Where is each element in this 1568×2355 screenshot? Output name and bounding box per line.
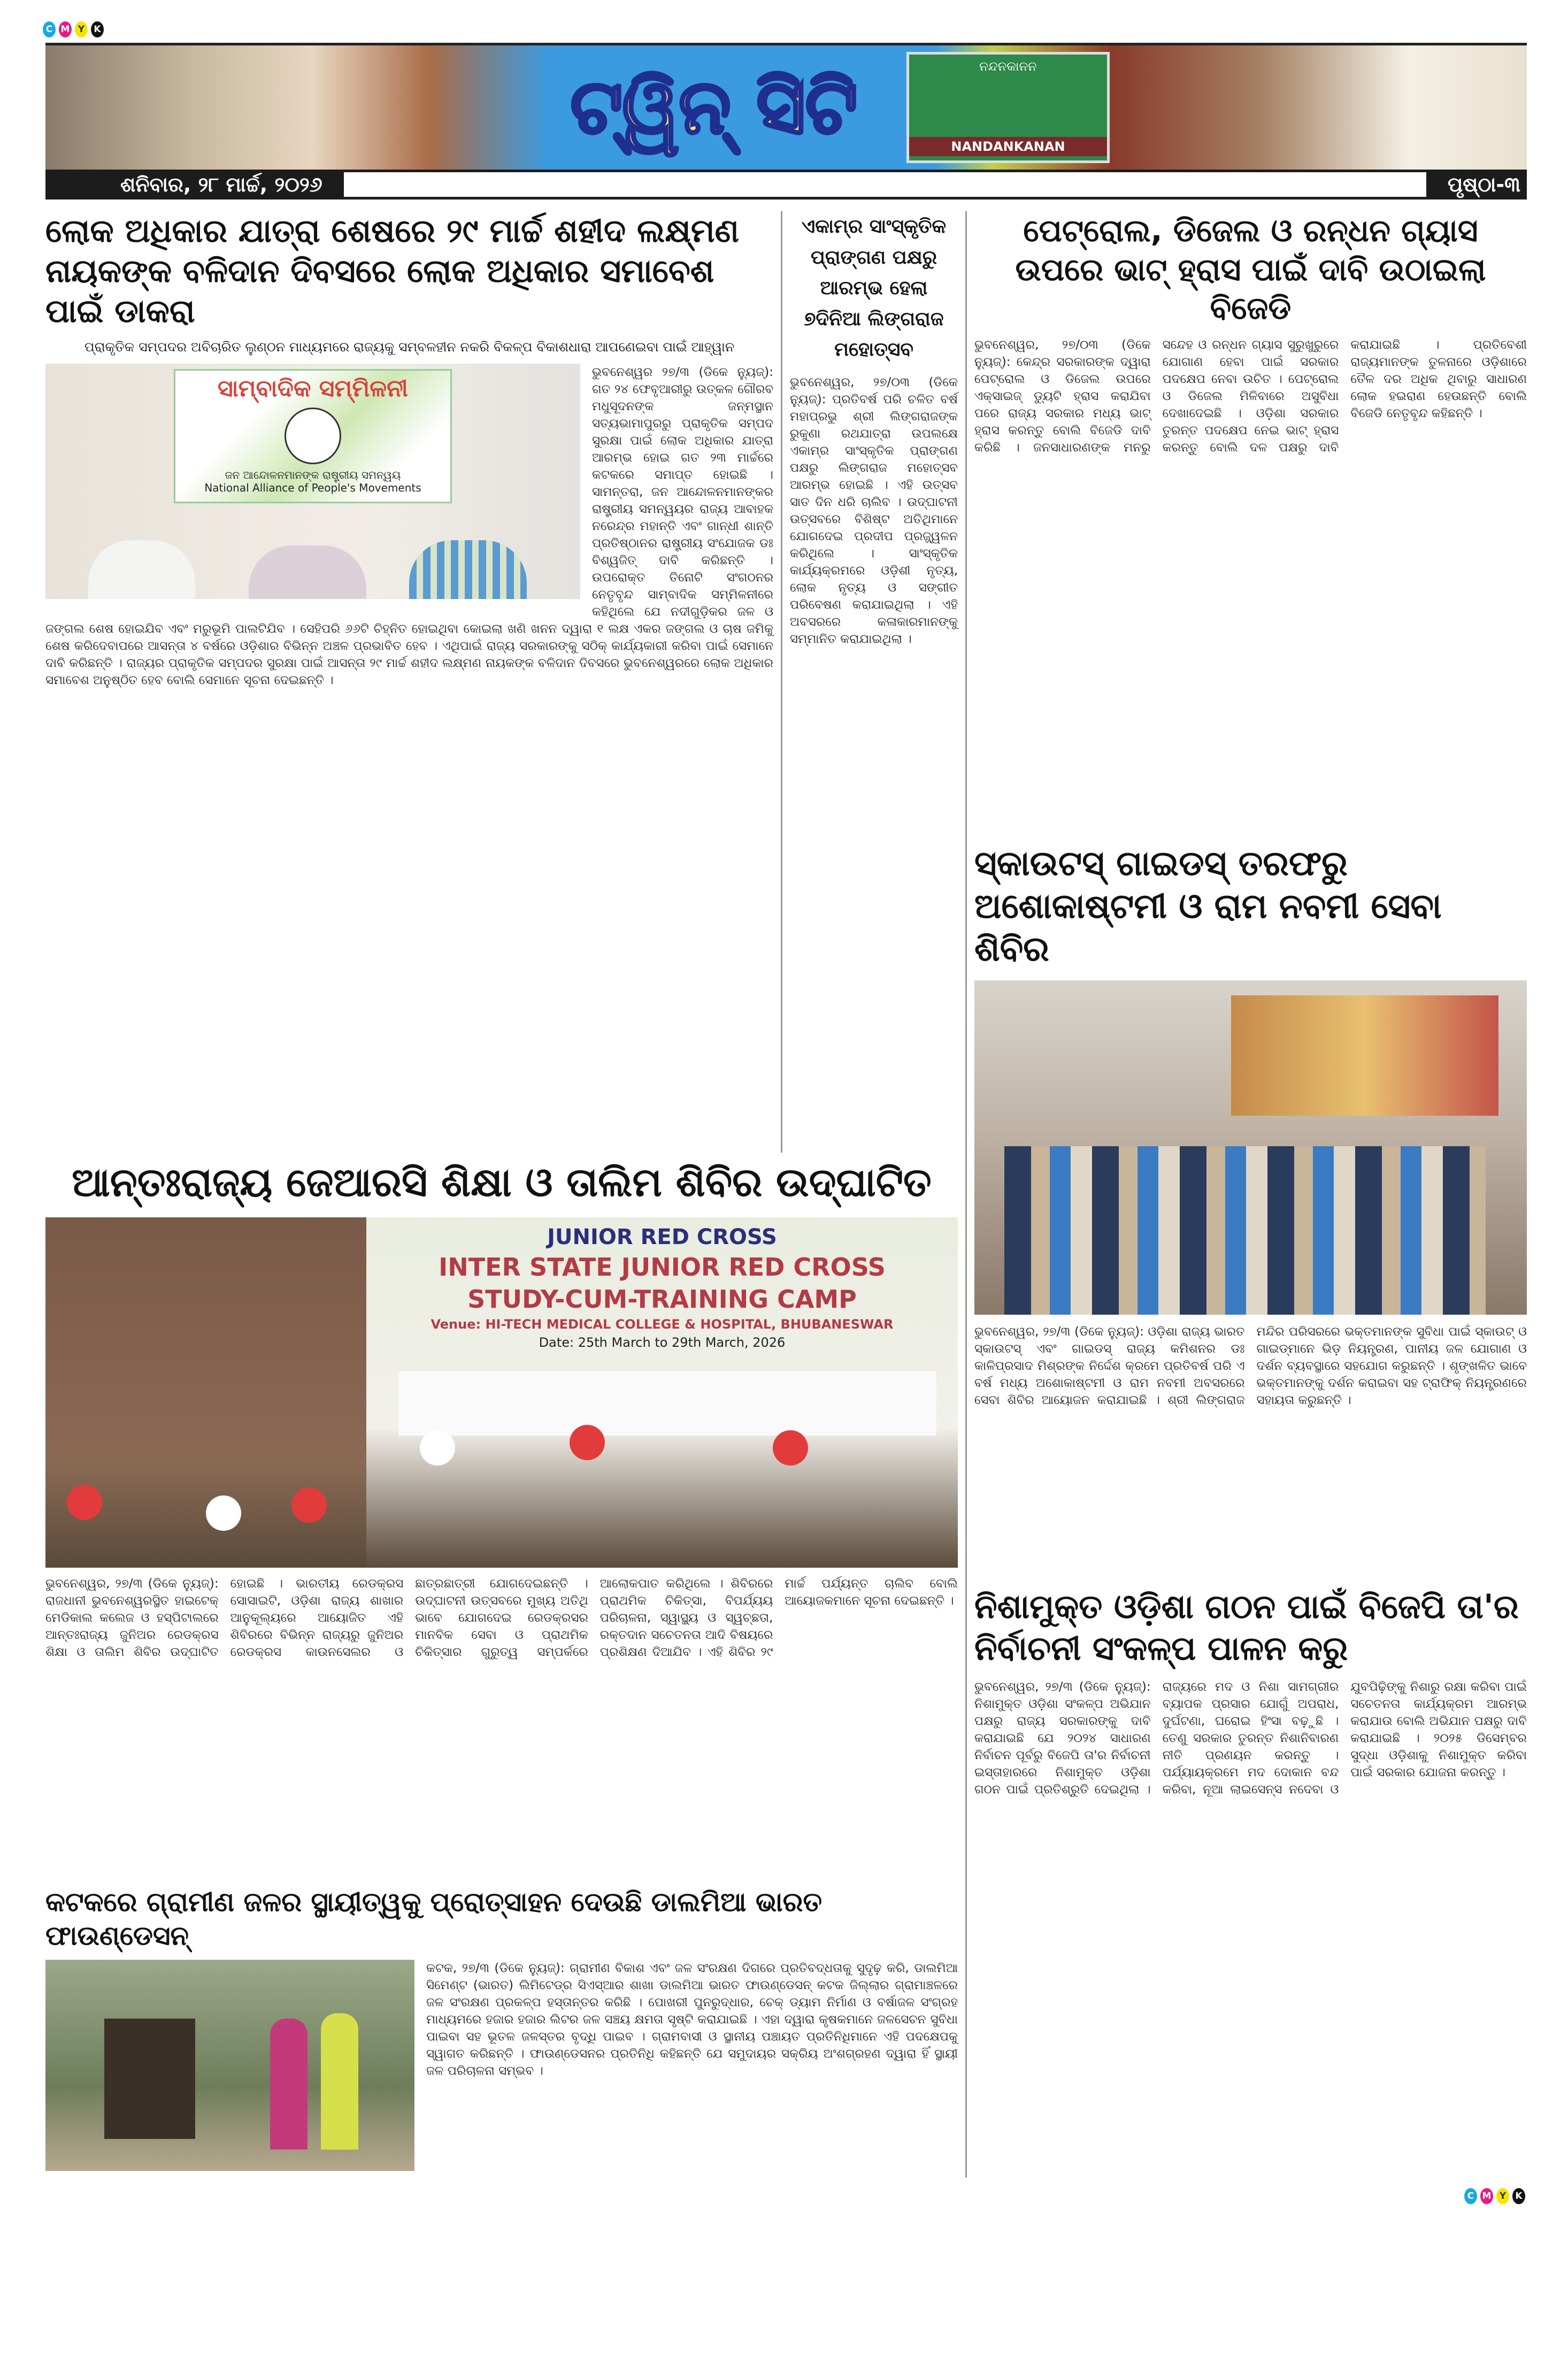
jrc-banner-venue: Venue: HI-TECH MEDICAL COLLEGE & HOSPITAL, BHUBANESWAR [431, 1316, 894, 1332]
cyan-mark: C [1464, 2188, 1477, 2204]
issue-date: ଶନିବାର, ୨୮ ମାର୍ଚ୍ଚ, ୨୦୨୬ [120, 172, 322, 196]
scouts-body: ଭୁବନେଶ୍ୱର, ୨୭/୩ (ଡିକେ ନ୍ୟୁଜ୍): ଓଡ଼ିଶା ରାଜ୍ୟ ଭାରତ ସ୍କାଉଟସ୍ ଏବଂ ଗାଇଡସ୍ ରାଜ୍ୟ କମିଶନର ଡଃ କାଳିପ୍ରସାଦ ମିଶ୍ରଙ୍କ ନିର୍ଦ୍ଦେଶ କ୍ରମେ ପ୍ରତିବର୍ଷ ପରି ଏ ବର୍ଷ ମଧ୍ୟ ଅଶୋକାଷ୍ଟମୀ ଓ ରାମ ନବମୀ ଅବସରରେ ସେବା ଶିବିର ଆୟୋଜନ କରାଯାଇଛି । ଶ୍ରୀ ଲିଙ୍ଗରାଜ ମନ୍ଦିର ପରିସରରେ ଭକ୍ତମାନଙ୍କ ସୁବିଧା ପାଇଁ ସ୍କାଉଟ୍ ଓ ଗାଇଡ୍‌ମାନେ ଭିଡ଼ ନିୟନ୍ତ୍ରଣ, ପାନୀୟ ଜଳ ଯୋଗାଣ ଓ ଦର୍ଶନ ବ୍ୟବସ୍ଥାରେ ସହଯୋଗ କରୁଛନ୍ତି । ଶୃଙ୍ଖଳିତ ଭାବେ ଭକ୍ତମାନଙ୍କୁ ଦର୍ଶନ କରାଇବା ସହ ଟ୍ରାଫିକ୍ ନିୟନ୍ତ୍ରଣରେ ସହାୟତା କରୁଛନ୍ତି । [974, 1325, 1527, 1407]
jrc-banner-line1: INTER STATE JUNIOR RED CROSS [439, 1252, 886, 1282]
lingaraj-headline: ଏକାମ୍ର ସାଂସ୍କୃତିକ ପ୍ରାଙ୍ଗଣ ପକ୍ଷରୁ ଆରମ୍ଭ ହେଲା ୭ଦିନିଆ ଲିଙ୍ଗରାଜ ମହୋତ୍ସବ [801, 216, 947, 361]
jrc-camp-story [45, 1158, 958, 1885]
dalmia-body: କଟକ, ୨୭/୩ (ଡିକେ ନ୍ୟୁଜ୍): ଗ୍ରାମୀଣ ବିକାଶ ଏବଂ ଜଳ ସଂରକ୍ଷଣ ଦିଗରେ ପ୍ରତିବଦ୍ଧତାକୁ ସୁଦୃଢ଼ କରି, ଡାଲମିଆ ସିମେଣ୍ଟ (ଭାରତ) ଲିମିଟେଡ୍‌ର ସିଏସ୍‌ଆର ଶାଖା ଡାଲମିଆ ଭାରତ ଫାଉଣ୍ଡେସନ୍ କଟକ ଜିଲ୍ଲାର ଗ୍ରାମାଞ୍ଚଳରେ ଜଳ ସଂରକ୍ଷଣ ପ୍ରକଳ୍ପ ହସ୍ତାନ୍ତର କରିଛି । ପୋଖରୀ ପୁନରୁଦ୍ଧାର, ଚେକ୍ ଡ୍ୟାମ ନିର୍ମାଣ ଓ ବର୍ଷାଜଳ ସଂଗ୍ରହ ମାଧ୍ୟମରେ ହଜାର ହଜାର ଲିଟର ଜଳ ସଞ୍ଚୟ କ୍ଷମତା ସୃଷ୍ଟି କରାଯାଇଛି । ଏହା ଦ୍ୱାରା କୃଷକମାନେ ଜଳସେଚନ ସୁବିଧା ପାଇବା ସହ ଭୂତଳ ଜଳସ୍ତର ବୃଦ୍ଧି ପାଇବ । ଗ୍ରାମବାସୀ ଓ ସ୍ଥାନୀୟ ପଞ୍ଚାୟତ ପ୍ରତିନିଧିମାନେ ଏହି ପଦକ୍ଷେପକୁ ସ୍ୱାଗତ କରିଛନ୍ତି । ଫାଉଣ୍ଡେସନର ପ୍ରତିନିଧି କହିଛନ୍ତି ଯେ ସମୁଦାୟର ସକ୍ରିୟ ଅଂଶଗ୍ରହଣ ଦ୍ୱାରା ହିଁ ସ୍ଥାୟୀ ଜଳ ପରିଚାଳନା ସମ୍ଭବ । [426, 1961, 958, 2078]
lok-adhikar-story [45, 211, 781, 1153]
person-left [88, 540, 195, 599]
crowd-of-devotees [1004, 1146, 1486, 1315]
newspaper-title: ଟ୍ୱିନ୍ ସିଟି [570, 64, 858, 151]
nandankanan-gate-image [906, 52, 1110, 163]
top-stories-row [45, 211, 958, 1153]
right-column [965, 211, 1527, 2177]
bjp-nisha-headline: ନିଶାମୁକ୍ତ ଓଡ଼ିଶା ଗଠନ ପାଇଁ ବିଜେପି ତା'ର ନିର୍ବାଚନୀ ସଂକଳ୍ପ ପାଳନ କରୁ [974, 1587, 1519, 1668]
lingaraj-body: ଭୁବନେଶ୍ୱର, ୨୭/୦୩ (ଡିକେ ନ୍ୟୁଜ୍): ପ୍ରତିବର୍ଷ ପରି ଚଳିତ ବର୍ଷ ମହାପ୍ରଭୁ ଶ୍ରୀ ଲିଙ୍ଗରାଜଙ୍କ ରୁକୁଣା ରଥଯାତ୍ରା ଉପଲକ୍ଷେ ଏକାମ୍ର ସାଂସ୍କୃତିକ ପ୍ରାଙ୍ଗଣ ପକ୍ଷରୁ ଲିଙ୍ଗରାଜ ମହୋତ୍ସବ ଆରମ୍ଭ ହୋଇଛି । ଏହି ଉତ୍ସବ ସାତ ଦିନ ଧରି ଚାଲିବ । ଉଦ୍‌ଘାଟନୀ ଉତ୍ସବରେ ବିଶିଷ୍ଟ ଅତିଥିମାନେ ଯୋଗଦେଇ ପ୍ରଦୀପ ପ୍ରଜ୍ଜ୍ୱଳନ କରିଥିଲେ । ସାଂସ୍କୃତିକ କାର୍ଯ୍ୟକ୍ରମରେ ଓଡ଼ିଶୀ ନୃତ୍ୟ, ଲୋକ ନୃତ୍ୟ ଓ ସଙ୍ଗୀତ ପରିବେଷଣ କରାଯାଇଥିଲା । ଏହି ଅବସରରେ କଳାକାରମାନଙ୍କୁ ସମ୍ମାନିତ କରାଯାଇଥିଲା । [790, 375, 958, 646]
lok-adhikar-headline: ଲୋକ ଅଧିକାର ଯାତ୍ରା ଶେଷରେ ୨୯ ମାର୍ଚ୍ଚ ଶହୀଦ ଲକ୍ଷ୍ମଣ ନାୟକଙ୍କ ବଳିଦାନ ଦିବସରେ ଲୋକ ଅଧିକାର ସମାବେଶ ପାଇଁ ଡାକରା [45, 212, 739, 330]
petrol-vat-story [974, 211, 1527, 842]
dalmia-water-headline: କଟକରେ ଗ୍ରାମୀଣ ଜଳର ସ୍ଥାୟୀତ୍ୱକୁ ପ୍ରୋତ୍ସାହନ ଦେଉଛି ଡାଲମିଆ ଭାରତ ଫାଉଣ୍ଡେସନ୍ [45, 1886, 823, 1951]
yellow-mark: Y [75, 21, 88, 37]
dais-with-guests [366, 1350, 958, 1568]
petrol-vat-headline: ପେଟ୍ରୋଲ, ଡିଜେଲ ଓ ରନ୍ଧନ ଗ୍ୟାସ ଉପରେ ଭାଟ୍ ହ୍ରାସ ପାଇଁ ଦାବି ଉଠାଇଲା ବିଜେଡି [1015, 212, 1486, 326]
dalmia-story [45, 1885, 958, 2177]
petrol-vat-body: ଭୁବନେଶ୍ୱର, ୨୭/୦୩ (ଡିକେ ନ୍ୟୁଜ୍): କେନ୍ଦ୍ର ସରକାରଙ୍କ ଦ୍ୱାରା ପେଟ୍ରୋଲ ଓ ଡିଜେଲ ଉପରେ ଏକ୍ସାଇଜ୍ ଡ୍ୟୁଟି ହ୍ରାସ କରାଯିବା ପରେ ରାଜ୍ୟ ସରକାର ମଧ୍ୟ ଭାଟ୍ ହ୍ରାସ କରନ୍ତୁ ବୋଲି ବିଜେଡି ଦାବି କରିଛି । ଜନସାଧାରଣଙ୍କ ମନରୁ ସନ୍ଦେହ ଓ ରନ୍ଧନ ଗ୍ୟାସ ସୁରୁଖୁରୁରେ ଯୋଗାଣ ହେବା ପାଇଁ ସରକାର ପଦକ୍ଷେପ ନେବା ଉଚିତ । ପେଟ୍ରୋଲ ଓ ଡିଜେଲ ମିଳିବାରେ ଅସୁବିଧା ଦେଖାଦେଇଛି । ଓଡ଼ିଶା ସରକାର ତୁରନ୍ତ ପଦକ୍ଷେପ ନେଇ ଭାଟ୍ ହ୍ରାସ କରନ୍ତୁ ବୋଲି ଦଳ ପକ୍ଷରୁ ଦାବି କରାଯାଇଛି । ପ୍ରତିବେଶୀ ରାଜ୍ୟମାନଙ୍କ ତୁଳନାରେ ଓଡ଼ିଶାରେ ତୈଳ ଦର ଅଧିକ ଥିବାରୁ ସାଧାରଣ ଲୋକ ହଇରାଣ ହେଉଛନ୍ତି ବୋଲି ବିଜେଡି ନେତୃବୃନ୍ଦ କହିଛନ୍ତି । [974, 337, 1527, 455]
napm-logo [285, 408, 341, 464]
dateline-bar [45, 170, 1527, 200]
press-meet-photo [45, 364, 580, 599]
magenta-mark: M [59, 21, 72, 37]
black-mark: K [1512, 2188, 1525, 2204]
jrc-camp-body: ଭୁବନେଶ୍ୱର, ୨୭/୩ (ଡିକେ ନ୍ୟୁଜ୍): ରାଜଧାନୀ ଭୁବନେଶ୍ୱରସ୍ଥିତ ହାଇଟେକ୍ ମେଡିକାଲ କଲେଜ ଓ ହସ୍ପିଟାଲରେ ଆନ୍ତଃରାଜ୍ୟ ଜୁନିଅର ରେଡକ୍ରସ ଶିକ୍ଷା ଓ ତାଲିମ ଶିବିର ଉଦ୍‌ଘାଟିତ ହୋଇଛି । ଭାରତୀୟ ରେଡକ୍ରସ ସୋସାଇଟି, ଓଡ଼ିଶା ରାଜ୍ୟ ଶାଖାର ଆନୁକୂଲ୍ୟରେ ଆୟୋଜିତ ଏହି ଶିବିରରେ ବିଭିନ୍ନ ରାଜ୍ୟରୁ ଜୁନିଅର ରେଡକ୍ରସ କାଉନସେଲର ଓ ଛାତ୍ରଛାତ୍ରୀ ଯୋଗଦେଇଛନ୍ତି । ଉଦ୍‌ଘାଟନୀ ଉତ୍ସବରେ ମୁଖ୍ୟ ଅତିଥି ଭାବେ ଯୋଗଦେଇ ରେଡକ୍ରସର ମାନବିକ ସେବା ଓ ପ୍ରାଥମିକ ଚିକିତ୍ସାର ଗୁରୁତ୍ୱ ସମ୍ପର୍କରେ ଆଲୋକପାତ କରିଥିଲେ । ଶିବିରରେ ପ୍ରାଥମିକ ଚିକିତ୍ସା, ବିପର୍ଯ୍ୟୟ ପରିଚାଳନା, ସ୍ୱାସ୍ଥ୍ୟ ଓ ସ୍ୱଚ୍ଛତା, ରକ୍ତଦାନ ସଚେତନତା ଆଦି ବିଷୟରେ ପ୍ରଶିକ୍ଷଣ ଦିଆଯିବ । ଏହି ଶିବିର ୨୯ ମାର୍ଚ୍ଚ ପର୍ଯ୍ୟନ୍ତ ଚାଲିବ ବୋଲି ଆୟୋଜକମାନେ ସୂଚନା ଦେଇଛନ୍ତି । [45, 1576, 958, 1659]
bjp-nisha-story [974, 1586, 1527, 1798]
press-meet-banner [174, 369, 452, 503]
yellow-mark: Y [1496, 2188, 1509, 2204]
person-yellow-vest [321, 2013, 358, 2150]
shrine-decoration [1231, 995, 1498, 1116]
cmyk-print-marks-top [0, 0, 1568, 43]
magenta-mark: M [1480, 2188, 1493, 2204]
scouts-headline: ସ୍କାଉଟସ୍ ଗାଇଡସ୍ ତରଫରୁ ଅଶୋକାଷ୍ଟମୀ ଓ ରାମ ନବମୀ ସେବା ଶିବିର [974, 844, 1442, 969]
lok-adhikar-body: ଭୁବନେଶ୍ୱର ୨୭/୩ (ଡିକେ ନ୍ୟୁଜ୍): ଗତ ୨୪ ଫେବୃଆରୀରୁ ଉତ୍କଳ ଗୌରବ ମଧୁସୂଦନଙ୍କ ଜନ୍ମସ୍ଥାନ ସତ୍ୟଭାମାପୁରରୁ ପ୍ରାକୃତିକ ସମ୍ପଦ ସୁରକ୍ଷା ପାଇଁ ଲୋକ ଅଧିକାର ଯାତ୍ରା ଆରମ୍ଭ ହୋଇ ଗତ ୨୩ ମାର୍ଚ୍ଚରେ କଟକରେ ସମାପ୍ତ ହୋଇଛି । ସାମନ୍ତରା, ଜନ ଆନ୍ଦୋଳନମାନଙ୍କର ରାଷ୍ଟ୍ରୀୟ ସମନ୍ୱୟର ରାଜ୍ୟ ଆବାହକ ନରେନ୍ଦ୍ର ମହାନ୍ତି ଏବଂ ଗାନ୍ଧୀ ଶାନ୍ତି ପ୍ରତିଷ୍ଠାନର ରାଷ୍ଟ୍ରୀୟ ସଂଯୋଜକ ଡଃ ବିଶ୍ୱଜିତ୍ ଦାବି କରିଛନ୍ତି । ଉପରୋକ୍ତ ତିନୋଟି ସଂଗଠନର ନେତୃବୃନ୍ଦ ସାମ୍ବାଦିକ ସମ୍ମିଳନୀରେ କହିଥିଲେ ଯେ ନଦୀଗୁଡ଼ିକର ଜଳ ଓ ଜଙ୍ଗଲ ଶେଷ ହୋଇଯିବ ଏବଂ ମରୁଭୂମି ପାଲଟିଯିବ । ସେହିପରି ୬୬ଟି ଚିହ୍ନିତ ହୋଇଥିବା କୋଇଲା ଖଣି ଖନନ ଦ୍ୱାରା ୧ ଲକ୍ଷ ଏକର ଜଙ୍ଗଲ ଓ ଚାଷ ଜମିକୁ ଶେଷ କରିଦେବାପରେ ଆସନ୍ତା ୪ ବର୍ଷରେ ଓଡ଼ିଶାର ବିଭିନ୍ନ ଅଞ୍ଚଳ ପ୍ରଭାବିତ ହେବ । ଏଥିପାଇଁ ରାଜ୍ୟ ସରକାରଙ୍କୁ ସଠିକ୍ କାର୍ଯ୍ୟକାରୀ କରିବା ପାଇଁ ସେମାନେ ଦାବି କରିଛନ୍ତି । ରାଜ୍ୟର ପ୍ରାକୃତିକ ସମ୍ପଦର ସୁରକ୍ଷା ପାଇଁ ଆସନ୍ତା ୨୯ ମାର୍ଚ୍ଚ ଶହୀଦ ଲକ୍ଷ୍ମଣ ନାୟକଙ୍କ ବଳିଦାନ ଦିବସରେ ଭୁବନେଶ୍ୱରରେ ଲୋକ ଅଧିକାର ସମାବେଶ ଅନୁଷ୍ଠିତ ହେବ ବୋଲି ସେମାନେ ସୂଚନା ଦେଇଛନ୍ତି । [45, 365, 773, 687]
lingaraj-story [781, 211, 958, 1153]
plaque [104, 2019, 195, 2139]
bjp-nisha-body: ଭୁବନେଶ୍ୱର, ୨୭/୩ (ଡିକେ ନ୍ୟୁଜ୍): ନିଶାମୁକ୍ତ ଓଡ଼ିଶା ସଂକଳ୍ପ ଅଭିଯାନ ପକ୍ଷରୁ ରାଜ୍ୟ ସରକାରଙ୍କୁ ଦାବି କରାଯାଇଛି ଯେ ୨୦୨୪ ସାଧାରଣ ନିର୍ବାଚନ ପୂର୍ବରୁ ବିଜେପି ତା'ର ନିର୍ବାଚନୀ ଇସ୍ତାହାରରେ ନିଶାମୁକ୍ତ ଓଡ଼ିଶା ଗଠନ ପାଇଁ ପ୍ରତିଶ୍ରୁତି ଦେଇଥିଲା । ରାଜ୍ୟରେ ମଦ ଓ ନିଶା ସାମଗ୍ରୀର ବ୍ୟାପକ ପ୍ରସାର ଯୋଗୁଁ ଅପରାଧ, ଦୁର୍ଘଟଣା, ଘରୋଇ ହିଂସା ବଢ଼ୁଛି । ତେଣୁ ସରକାର ତୁରନ୍ତ ନିଶାନିବାରଣ ନୀତି ପ୍ରଣୟନ କରନ୍ତୁ । ପର୍ଯ୍ୟାୟକ୍ରମେ ମଦ ଦୋକାନ ବନ୍ଦ କରିବା, ନୂଆ ଲାଇସେନ୍ସ ନଦେବା ଓ ଯୁବପିଢ଼ିଙ୍କୁ ନିଶାରୁ ରକ୍ଷା କରିବା ପାଇଁ ସଚେତନତା କାର୍ଯ୍ୟକ୍ରମ ଆରମ୍ଭ କରାଯାଉ ବୋଲି ଅଭିଯାନ ପକ୍ଷରୁ ଦାବି କରାଯାଇଛି । ୨୦୨୫ ଡିସେମ୍ବର ସୁଦ୍ଧା ଓଡ଼ିଶାକୁ ନିଶାମୁକ୍ତ କରିବା ପାଇଁ ସରକାର ଯୋଜନା କରନ୍ତୁ । [974, 1680, 1527, 1797]
dalmia-project-photo [45, 1960, 414, 2171]
left-column [45, 211, 965, 2177]
jrc-banner [366, 1217, 958, 1568]
page-number: ପୃଷ୍ଠା-୩ [1447, 172, 1520, 196]
photo-banner-org-odia: ଜନ ଆନ୍ଦୋଳନମାନଙ୍କ ରାଷ୍ଟ୍ରୀୟ ସମନ୍ୱୟ [225, 468, 401, 481]
jrc-camp-photo [45, 1217, 958, 1568]
dais-table [398, 1371, 936, 1436]
page-content [45, 211, 1527, 2177]
cmyk-print-marks-bottom [0, 2177, 1568, 2215]
seated-speakers [45, 540, 580, 599]
gate-sign-english: NANDANKANAN [909, 137, 1107, 156]
lok-adhikar-subhead: ପ୍ରାକୃତିକ ସମ୍ପଦର ଅବିଚାରିତ ଲୁଣ୍ଠନ ମାଧ୍ୟମରେ ରାଜ୍ୟକୁ ସମ୍ବଳହୀନ ନକରି ବିକଳ୍ପ ବିକାଶଧାରା ଆପଣେଇବା ପାଇଁ ଆହ୍ୱାନ [84, 339, 735, 355]
photo-banner-title: ସାମ୍ବାଦିକ ସମ୍ମିଳନୀ [218, 375, 408, 402]
scouts-seva-shivir-photo [974, 980, 1527, 1315]
black-mark: K [91, 21, 104, 37]
jrc-banner-top: JUNIOR RED CROSS [547, 1224, 777, 1249]
dateline-blank-box [344, 172, 1426, 197]
scouts-story [974, 842, 1527, 1586]
masthead-banner [45, 43, 1527, 170]
jrc-camp-headline: ଆନ୍ତଃରାଜ୍ୟ ଜେଆରସି ଶିକ୍ଷା ଓ ତାଲିମ ଶିବିର ଉଦ୍‌ଘାଟିତ [72, 1160, 932, 1206]
jrc-banner-date: Date: 25th March to 29th March, 2026 [539, 1334, 786, 1350]
stage-wall [45, 1217, 366, 1568]
person-center [249, 546, 366, 599]
cyan-mark: C [43, 21, 56, 37]
jrc-banner-line2: STUDY-CUM-TRAINING CAMP [467, 1284, 857, 1314]
gate-sign-odia: ନନ୍ଦନକାନନ [979, 59, 1037, 74]
photo-banner-org-english: National Alliance of People's Movements [204, 481, 421, 494]
person-pink [270, 2019, 308, 2150]
person-right [409, 540, 527, 599]
